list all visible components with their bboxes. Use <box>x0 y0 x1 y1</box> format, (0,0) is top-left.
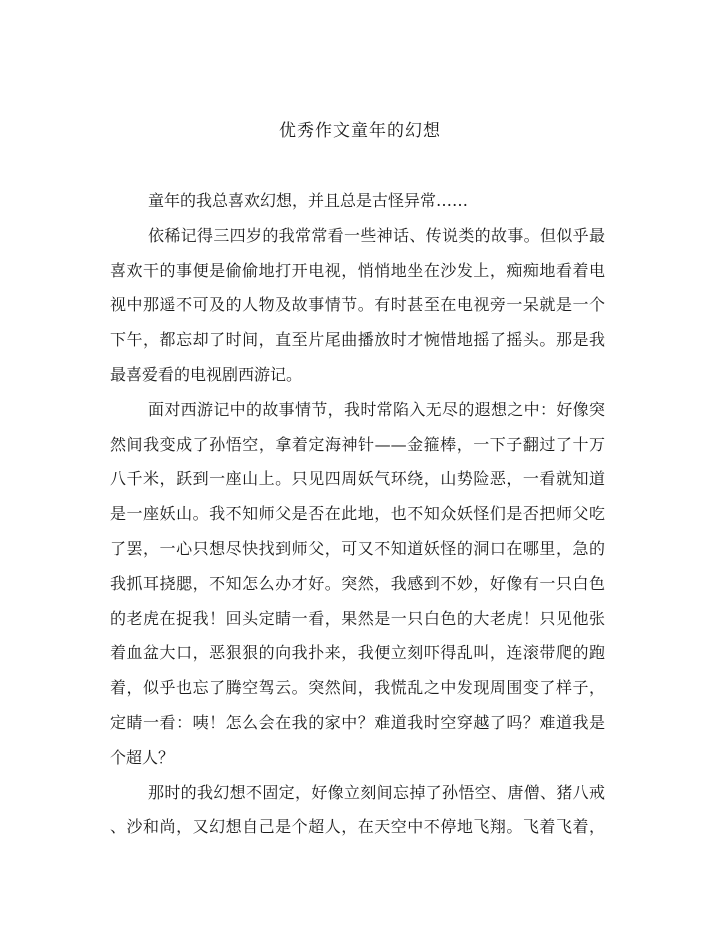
text-line: 着血盆大口，恶狠狠的向我扑来，我便立刻吓得乱叫，连滚带爬的跑 <box>110 643 605 663</box>
document-body <box>110 184 605 845</box>
document-title: 优秀作文童年的幻想 <box>279 121 441 141</box>
text-line: 着，似乎也忘了腾空驾云。突然间，我慌乱之中发现周围变了样子， <box>110 678 605 698</box>
text-line: 面对西游记中的故事情节，我时常陷入无尽的遐想之中：好像突 <box>148 399 605 419</box>
text-line: 我抓耳挠腮，不知怎么办才好。突然，我感到不妙，好像有一只白色 <box>110 573 605 593</box>
text-line: 依稀记得三四岁的我常常看一些神话、传说类的故事。但似乎最 <box>148 225 605 245</box>
text-line: 最喜爱看的电视剧西游记。 <box>110 364 303 384</box>
text-line: 喜欢干的事便是偷偷地打开电视，悄悄地坐在沙发上，痴痴地看着电 <box>110 260 605 280</box>
text-line: 下午，都忘却了时间，直至片尾曲播放时才惋惜地摇了摇头。那是我 <box>110 330 605 350</box>
text-line: 八千米，跃到一座山上。只见四周妖气环绕，山势险恶，一看就知道 <box>110 469 605 489</box>
text-line: 童年的我总喜欢幻想，并且总是古怪异常…… <box>148 191 469 210</box>
text-line: 那时的我幻想不固定，好像立刻间忘掉了孙悟空、唐僧、猪八戒 <box>148 782 605 802</box>
text-line: 视中那遥不可及的人物及故事情节。有时甚至在电视旁一呆就是一个 <box>110 295 605 315</box>
text-line: 、沙和尚，又幻想自己是个超人，在天空中不停地飞翔。飞着飞着， <box>110 817 605 837</box>
text-line: 是一座妖山。我不知师父是否在此地，也不知众妖怪们是否把师父吃 <box>110 504 605 524</box>
text-line: 定睛一看：咦！怎么会在我的家中？难道我时空穿越了吗？难道我是 <box>110 712 605 732</box>
text-line: 个超人？ <box>110 747 175 767</box>
text-line: 然间我变成了孙悟空，拿着定海神针——金箍棒，一下子翻过了十万 <box>110 434 605 454</box>
text-line: 的老虎在捉我！回头定睛一看，果然是一只白色的大老虎！只见他张 <box>110 608 605 628</box>
text-line: 了罢，一心只想尽快找到师父，可又不知道妖怪的洞口在哪里，急的 <box>110 538 605 558</box>
